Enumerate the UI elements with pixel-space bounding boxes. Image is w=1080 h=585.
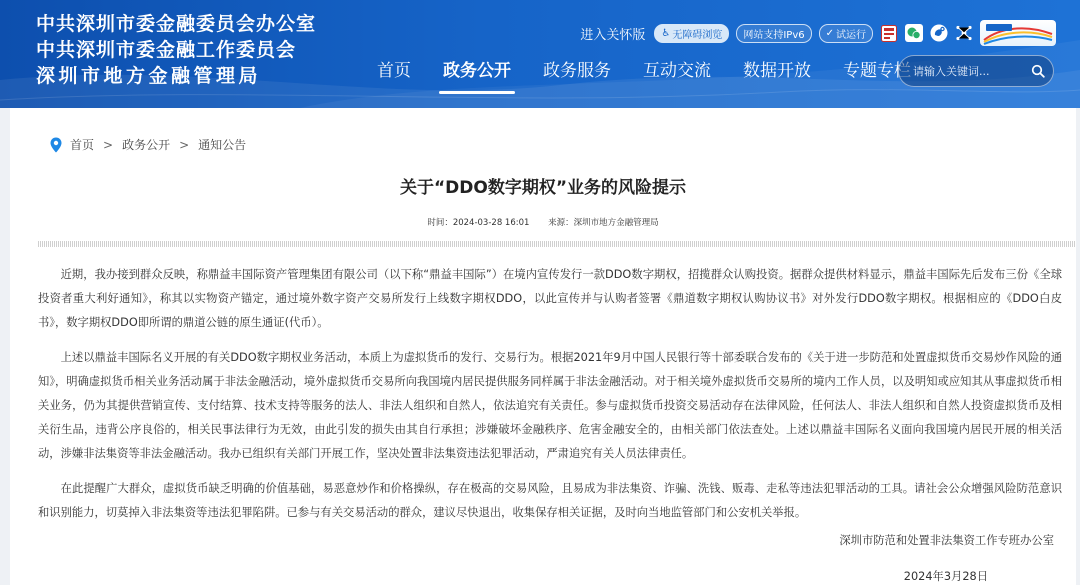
nav-item-government-affairs[interactable]: 政务公开 — [427, 56, 527, 96]
org-name-block[interactable] — [36, 11, 316, 89]
search-button[interactable] — [1023, 56, 1053, 86]
search-box — [898, 55, 1054, 87]
weibo-icon[interactable] — [930, 24, 948, 42]
care-mode-link[interactable]: 进入关怀版 — [580, 27, 646, 43]
article-signature: 深圳市防范和处置非法集资工作专班办公室 — [839, 534, 1054, 547]
nav-item-government-services[interactable]: 政务服务 — [543, 61, 611, 81]
wechat-icon[interactable] — [905, 24, 923, 42]
shenzhen-gov-logo[interactable] — [980, 20, 1056, 46]
header-toolbar — [580, 20, 1056, 46]
nav-item-open-data[interactable]: 数据开放 — [743, 61, 811, 81]
accessibility-button[interactable] — [654, 24, 729, 43]
article-date: 2024年3月28日 — [903, 570, 988, 583]
check-icon: ✓ — [825, 27, 834, 39]
breadcrumb-home[interactable]: 首页 — [70, 138, 95, 152]
breadcrumb-separator: > — [179, 137, 190, 152]
search-input[interactable] — [899, 64, 1023, 79]
article-meta — [10, 216, 1076, 228]
search-icon — [1031, 64, 1045, 78]
article-title: 关于“DDO数字期权”业务的风险提示 — [399, 178, 687, 198]
nav-item-interaction[interactable]: 互动交流 — [643, 61, 711, 81]
trial-run-label: 试运行 — [836, 29, 866, 41]
accessibility-label: 无障碍浏览 — [672, 29, 723, 41]
org-name-line-3: 深圳市地方金融管理局 — [36, 65, 262, 87]
breadcrumb-government-affairs[interactable]: 政务公开 — [122, 138, 171, 152]
article-paragraph-2: 上述以鼎益丰国际名义开展的有关DDO数字期权业务活动，本质上为虚拟货币的发行、交易行为。根据2021年9月中国人民银行等十部委联合发布的《关于进一步防范和处置虚拟货币交易炒作风险的通知》，明确虚拟货币相关业务活动属于非法金融活动，境外虚拟货币交易所向我国境内居民提供服务同样属于非法金融活动。对于相关境外虚拟货币交易所的境内工作人员，以及明知或应知其从事虚拟货币相关业务，仍为其提供营销宣传、支付结算、技术支持等服务的法人、非法人组织和自然人，依法追究有关责任。参与虚拟货币投资交易活动存在法律风险，任何法人、非法人组织和自然人投资虚拟货币及相关衍生品，违背公序良俗的，相关民事法律行为无效，由此引发的损失由其自行承担；涉嫌破坏金融秩序、危害金融安全的，由相关部门依法查处。上述以鼎益丰国际名义面向我国境内居民开展的相关活动，涉嫌非法集资等非法金融活动。我办已组织有关部门开展工作，坚决处置非法集资违法犯罪活动，严肃追究有关人员法律责任。 — [38, 351, 1062, 460]
main-nav — [361, 56, 927, 96]
nav-item-home[interactable]: 首页 — [377, 61, 411, 81]
location-pin-icon — [50, 137, 62, 153]
article-container — [10, 108, 1076, 585]
ipv6-badge: 网站支持IPv6 — [736, 24, 811, 43]
gov-error-correction-icon[interactable] — [880, 24, 898, 42]
article-paragraph-1: 近期，我办接到群众反映，称鼎益丰国际资产管理集团有限公司（以下称“鼎益丰国际”）在境内宣传发行一款DDO数字期权，招揽群众认购投资。据群众提供材料显示，鼎益丰国际先后发布三份《全球投资者重大利好通知》，称其以实物资产锚定，通过境外数字资产交易所发行上线数字期权DDO，以此宣传并与认购者签署《鼎道数字期权认购协议书》对外发行DDO数字期权。根据相应的《DDO白皮书》，数字期权DDO即所谓的鼎道公链的原生通证(代币）。 — [38, 268, 1062, 329]
breadcrumb-notices[interactable]: 通知公告 — [198, 138, 247, 152]
trial-run-badge — [819, 24, 873, 43]
breadcrumb — [50, 136, 246, 153]
article-body — [38, 263, 1062, 536]
article-paragraph-3: 在此提醒广大群众，虚拟货币缺乏明确的价值基础，易恶意炒作和价格操纵，存在极高的交易风险，且易成为非法集资、诈骗、洗钱、贩毒、走私等违法犯罪活动的工具。请社会公众增强风险防范意识和识别能力，切莫掉入非法集资等违法犯罪陷阱。已参与有关交易活动的群众，建议尽快退出，收集保存相关证据，及时向当地监管部门和公安机关举报。 — [38, 482, 1062, 519]
site-header — [0, 0, 1080, 108]
article-source: 来源：深圳市地方金融管理局 — [548, 218, 659, 228]
wheelchair-icon: ♿ — [661, 27, 671, 39]
org-name-line-2: 中共深圳市委金融工作委员会 — [36, 39, 297, 61]
publish-time: 时间：2024-03-28 16:01 — [427, 218, 530, 228]
nav-item-special-topics[interactable]: 专题专栏 — [843, 61, 911, 81]
title-divider — [38, 241, 1076, 247]
breadcrumb-separator: > — [103, 137, 114, 152]
org-name-line-1: 中共深圳市委金融委员会办公室 — [36, 13, 317, 35]
network-share-icon[interactable] — [955, 24, 973, 42]
